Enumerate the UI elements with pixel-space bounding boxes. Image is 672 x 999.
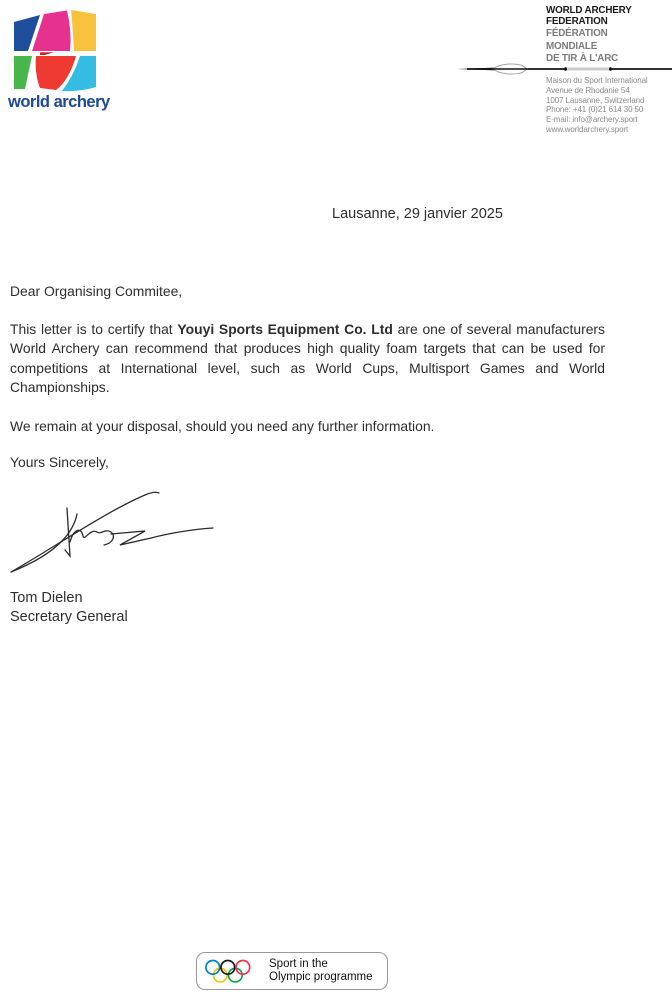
dateline: Lausanne, 29 janvier 2025 <box>332 206 503 222</box>
signer-name: Tom Dielen <box>10 590 83 606</box>
federation-name-block <box>546 5 668 64</box>
address-line-building: Maison du Sport International <box>546 76 648 85</box>
signature-icon <box>5 484 220 584</box>
body-paragraph <box>10 320 605 397</box>
body-line-2: World Archery can recommend that produces high quality foam targets that can be used for <box>10 340 605 357</box>
address-line-website: www.worldarchery.sport <box>546 124 629 134</box>
body-line-1 <box>10 320 605 339</box>
federation-name-fr-line2: MONDIALE <box>546 39 598 52</box>
federation-name-fr-line1: FÉDÉRATION <box>546 27 608 39</box>
disposal-paragraph: We remain at your disposal, should you need any further information. <box>10 418 435 434</box>
address-line-phone: Phone: +41 (0)21 614 30 50 <box>546 105 644 115</box>
olympic-programme-badge <box>196 952 388 990</box>
world-archery-logo-icon <box>10 8 100 94</box>
federation-name-en-line2: FEDERATION <box>546 14 608 27</box>
address-line-email: E-mail: info@archery.sport <box>546 115 638 125</box>
federation-name-fr-line3: DE TIR À L'ARC <box>546 52 619 64</box>
badge-text-line2: Olympic programme <box>269 971 373 983</box>
badge-text-line1: Sport in the <box>269 957 328 970</box>
signer-title: Secretary General <box>10 609 128 625</box>
body-line-4: Championships. <box>10 378 110 395</box>
body-line-3: competitions at International level, such as World Cups, Multisport Games and World <box>10 359 605 376</box>
federation-name-en-line1: WORLD ARCHERY <box>546 4 632 16</box>
arrow-icon <box>455 61 672 77</box>
company-name: Youyi Sports Equipment Co. Ltd <box>177 321 393 337</box>
world-archery-wordmark: world archery <box>8 93 110 111</box>
address-line-street: Avenue de Rhodanie 54 <box>546 85 630 95</box>
address-line-city: 1007 Lausanne, Switzerland <box>546 95 645 105</box>
address-block <box>546 76 672 135</box>
olympic-rings-icon <box>205 958 261 985</box>
closing-line: Yours Sincerely, <box>10 454 109 470</box>
body-line-1-pre: This letter is to certify that <box>10 321 178 337</box>
salutation: Dear Organising Commitee, <box>10 283 183 299</box>
body-line-1-post: are one of several manufacturers <box>392 321 605 337</box>
badge-text <box>269 958 373 985</box>
